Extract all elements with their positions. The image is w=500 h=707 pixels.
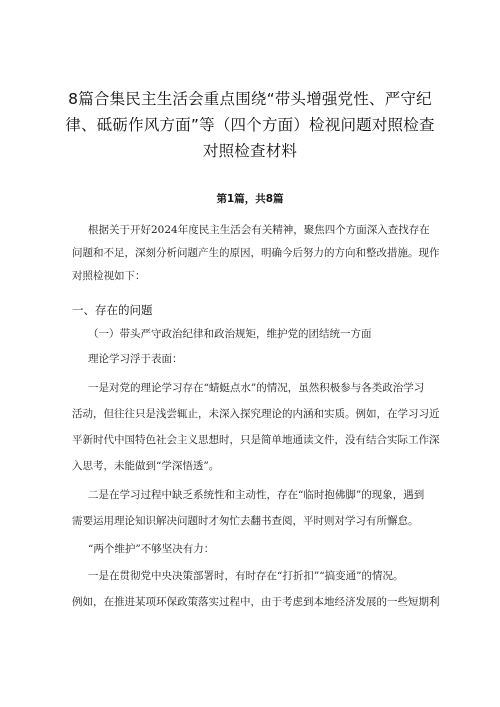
title-line-3: 对照检查材料 (202, 142, 298, 160)
intro-line-2: 问题和不足，深刻分析问题产生的原因，明确今后努力的方向和整改措施。现作 (72, 247, 440, 259)
para1-line-3: 平新时代中国特色社会主义思想时，只是简单地通读文件，没有结合实际工作深 (72, 434, 440, 446)
para1-line-4: 入思考，未能做到“学深悟透”。 (72, 460, 220, 472)
section-heading-problems: 一、存在的问题 (72, 303, 153, 317)
point-heading-theory-study: 理论学习浮于表面： (88, 353, 183, 365)
title-line-1: 8篇合集民主生活会重点围绕“带头增强党性、严守纪 (68, 90, 432, 108)
document-title (60, 86, 440, 164)
para2-line-1: 二是在学习过程中缺乏系统性和主动性，存在“临时抱佛脚”的现象，遇到 (88, 489, 425, 501)
document-subtitle: 第1篇，共8篇 (216, 193, 284, 205)
point-heading-two-safeguards: “两个维护”不够坚决有力： (88, 543, 215, 555)
intro-line-3: 对照检视如下： (72, 270, 146, 282)
para1-line-2: 活动，但往往只是浅尝辄止，未深入探究理论的内涵和实质。例如，在学习习近 (72, 408, 440, 420)
subsection-heading-1: （一）带头严守政治纪律和政治规矩，维护党的团结统一方面 (88, 328, 372, 340)
para3-line-2: 例如，在推进某项环保政策落实过程中，由于考虑到本地经济发展的一些短期利 (72, 596, 440, 608)
title-line-2: 律、砥砺作风方面”等（四个方面）检视问题对照检查 (65, 116, 435, 134)
para1-line-1: 一是对党的理论学习存在“蜻蜓点水”的情况，虽然积极参与各类政治学习 (88, 382, 425, 394)
para3-line-1: 一是在贯彻党中央决策部署时，有时存在“打折扣”“搞变通”的情况。 (88, 570, 404, 582)
intro-line-1: 根据关于开好2024年度民主生活会有关精神，聚焦四个方面深入查找存在 (88, 224, 430, 236)
para2-line-2: 需要运用理论知识解决问题时才匆忙去翻书查阅，平时则对学习有所懈怠。 (72, 515, 419, 527)
